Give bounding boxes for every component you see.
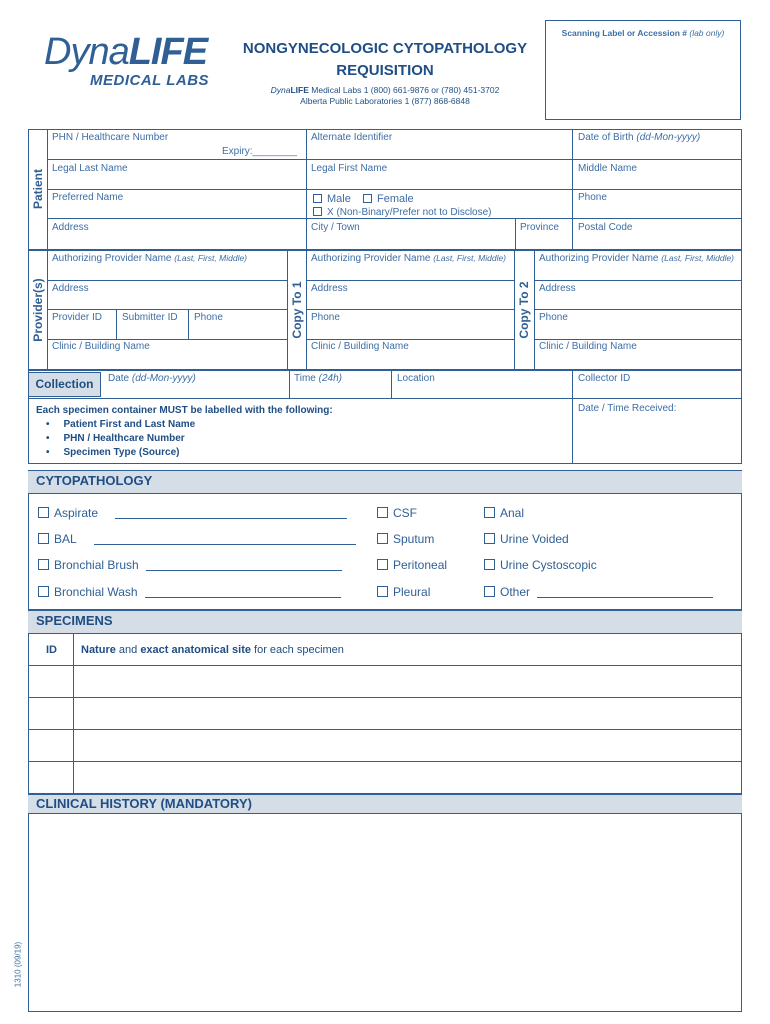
other-option[interactable]: Other xyxy=(484,585,713,599)
dob-label: Date of Birth (dd-Mon-yyyy) xyxy=(578,132,701,143)
sex-male-option[interactable]: Male xyxy=(313,193,351,205)
clinical-history-title: CLINICAL HISTORY (MANDATORY) xyxy=(28,794,742,814)
pleural-checkbox[interactable] xyxy=(377,586,388,597)
logo-dyna: Dyna xyxy=(44,31,129,73)
copy-to-2-label: Copy To 2 xyxy=(517,281,531,339)
label-req-item: • Specimen Type (Source) xyxy=(68,446,195,460)
patient-section-label: Patient xyxy=(31,169,45,210)
contact-phones: Medical Labs 1 (800) 661-9876 or (780) 451-3702 xyxy=(308,85,500,95)
logo-life: LIFE xyxy=(128,31,208,73)
address-label: Address xyxy=(52,222,89,233)
urine-cystoscopic-option[interactable]: Urine Cystoscopic xyxy=(484,558,597,572)
provider-phone-label: Phone xyxy=(194,312,223,323)
copy2-clinic-label: Clinic / Building Name xyxy=(539,341,637,352)
csf-checkbox[interactable] xyxy=(377,507,388,518)
specimens-section xyxy=(28,610,742,794)
scan-label-text: Scanning Label or Accession # xyxy=(561,28,690,38)
first-name-label: Legal First Name xyxy=(311,163,388,174)
postal-code-label: Postal Code xyxy=(578,222,633,233)
alt-id-label: Alternate Identifier xyxy=(311,132,393,143)
phone-label: Phone xyxy=(578,192,607,203)
x-checkbox[interactable] xyxy=(313,207,322,216)
date-time-received-label: Date / Time Received: xyxy=(578,403,677,414)
copy-to-1-label: Copy To 1 xyxy=(290,281,304,339)
bronchial-brush-option[interactable]: Bronchial Brush xyxy=(38,558,342,572)
form-code: 1310 (09/19) xyxy=(13,941,23,988)
copy1-address-label: Address xyxy=(311,283,348,294)
male-checkbox[interactable] xyxy=(313,194,322,203)
bronchial-wash-option[interactable]: Bronchial Wash xyxy=(38,585,341,599)
label-requirements-list xyxy=(36,418,195,460)
middle-name-label: Middle Name xyxy=(578,163,637,174)
aspirate-option[interactable]: Aspirate xyxy=(38,506,347,520)
clinical-history-section[interactable] xyxy=(28,794,742,1012)
anal-checkbox[interactable] xyxy=(484,507,495,518)
collection-time-label: Time (24h) xyxy=(294,373,342,384)
last-name-label: Legal Last Name xyxy=(52,163,128,174)
specimen-row[interactable] xyxy=(28,761,742,762)
specimen-row[interactable] xyxy=(28,697,742,698)
collector-id-label: Collector ID xyxy=(578,373,631,384)
providers-section xyxy=(28,250,742,370)
title-line2: REQUISITION xyxy=(336,62,434,79)
contact-info xyxy=(230,85,540,107)
cytopathology-title: CYTOPATHOLOGY xyxy=(28,470,742,494)
female-checkbox[interactable] xyxy=(363,194,372,203)
peritoneal-checkbox[interactable] xyxy=(377,559,388,570)
urine-cystoscopic-checkbox[interactable] xyxy=(484,559,495,570)
phn-label: PHN / Healthcare Number xyxy=(52,132,169,143)
expiry-label[interactable]: Expiry:________ xyxy=(222,146,298,157)
city-label: City / Town xyxy=(311,222,360,233)
contact-line2: Alberta Public Laboratories 1 (877) 868-6848 xyxy=(300,96,470,106)
copy2-address-label: Address xyxy=(539,283,576,294)
urine-voided-checkbox[interactable] xyxy=(484,533,495,544)
csf-option[interactable]: CSF xyxy=(377,506,417,520)
copy2-phone-label: Phone xyxy=(539,312,568,323)
specimen-row[interactable] xyxy=(28,729,742,730)
copy2-provider-label: Authorizing Provider Name (Last, First, Middle) xyxy=(539,253,735,264)
collection-label-box: Collection xyxy=(28,372,101,397)
sex-x-option[interactable]: X (Non-Binary/Prefer not to Disclose) xyxy=(313,207,492,218)
specimen-id-header: ID xyxy=(46,644,57,656)
copy1-phone-label: Phone xyxy=(311,312,340,323)
label-req-item: • PHN / Healthcare Number xyxy=(68,432,195,446)
specimens-title: SPECIMENS xyxy=(28,610,742,634)
collection-location-label: Location xyxy=(397,373,435,384)
form-title xyxy=(230,38,540,82)
other-checkbox[interactable] xyxy=(484,586,495,597)
must-label-text: Each specimen container MUST be labelled with the following: xyxy=(36,405,333,416)
providers-section-label: Provider(s) xyxy=(31,278,45,342)
urine-voided-option[interactable]: Urine Voided xyxy=(484,532,569,546)
contact-brand-a: Dyna xyxy=(270,85,291,95)
peritoneal-option[interactable]: Peritoneal xyxy=(377,558,447,572)
bal-option[interactable]: BAL xyxy=(38,532,356,546)
contact-brand-b: LIFE xyxy=(290,85,309,95)
bronchial-brush-checkbox[interactable] xyxy=(38,559,49,570)
specimen-desc-header: Nature and exact anatomical site for each specimen xyxy=(81,644,344,656)
label-req-item: • Patient First and Last Name xyxy=(68,418,195,432)
auth-provider-label: Authorizing Provider Name (Last, First, Middle) xyxy=(52,253,248,264)
copy1-clinic-label: Clinic / Building Name xyxy=(311,341,409,352)
copy1-provider-label: Authorizing Provider Name (Last, First, Middle) xyxy=(311,253,507,264)
submitter-id-label: Submitter ID xyxy=(122,312,178,323)
scan-label-note: (lab only) xyxy=(689,28,725,38)
provider-id-label: Provider ID xyxy=(52,312,103,323)
scan-label-box xyxy=(545,20,741,120)
title-line1: NONGYNECOLOGIC CYTOPATHOLOGY xyxy=(242,40,528,57)
provider-clinic-label: Clinic / Building Name xyxy=(52,341,150,352)
sputum-option[interactable]: Sputum xyxy=(377,532,434,546)
pleural-option[interactable]: Pleural xyxy=(377,585,430,599)
bal-checkbox[interactable] xyxy=(38,533,49,544)
anal-option[interactable]: Anal xyxy=(484,506,524,520)
province-label: Province xyxy=(520,222,559,233)
sputum-checkbox[interactable] xyxy=(377,533,388,544)
logo-sub: MEDICAL LABS xyxy=(90,72,210,89)
bronchial-wash-checkbox[interactable] xyxy=(38,586,49,597)
provider-address-label: Address xyxy=(52,283,89,294)
sex-female-option[interactable]: Female xyxy=(363,193,414,205)
preferred-name-label: Preferred Name xyxy=(52,192,124,203)
logo xyxy=(44,32,234,92)
collection-date-label: Date (dd-Mon-yyyy) xyxy=(108,373,196,384)
aspirate-checkbox[interactable] xyxy=(38,507,49,518)
